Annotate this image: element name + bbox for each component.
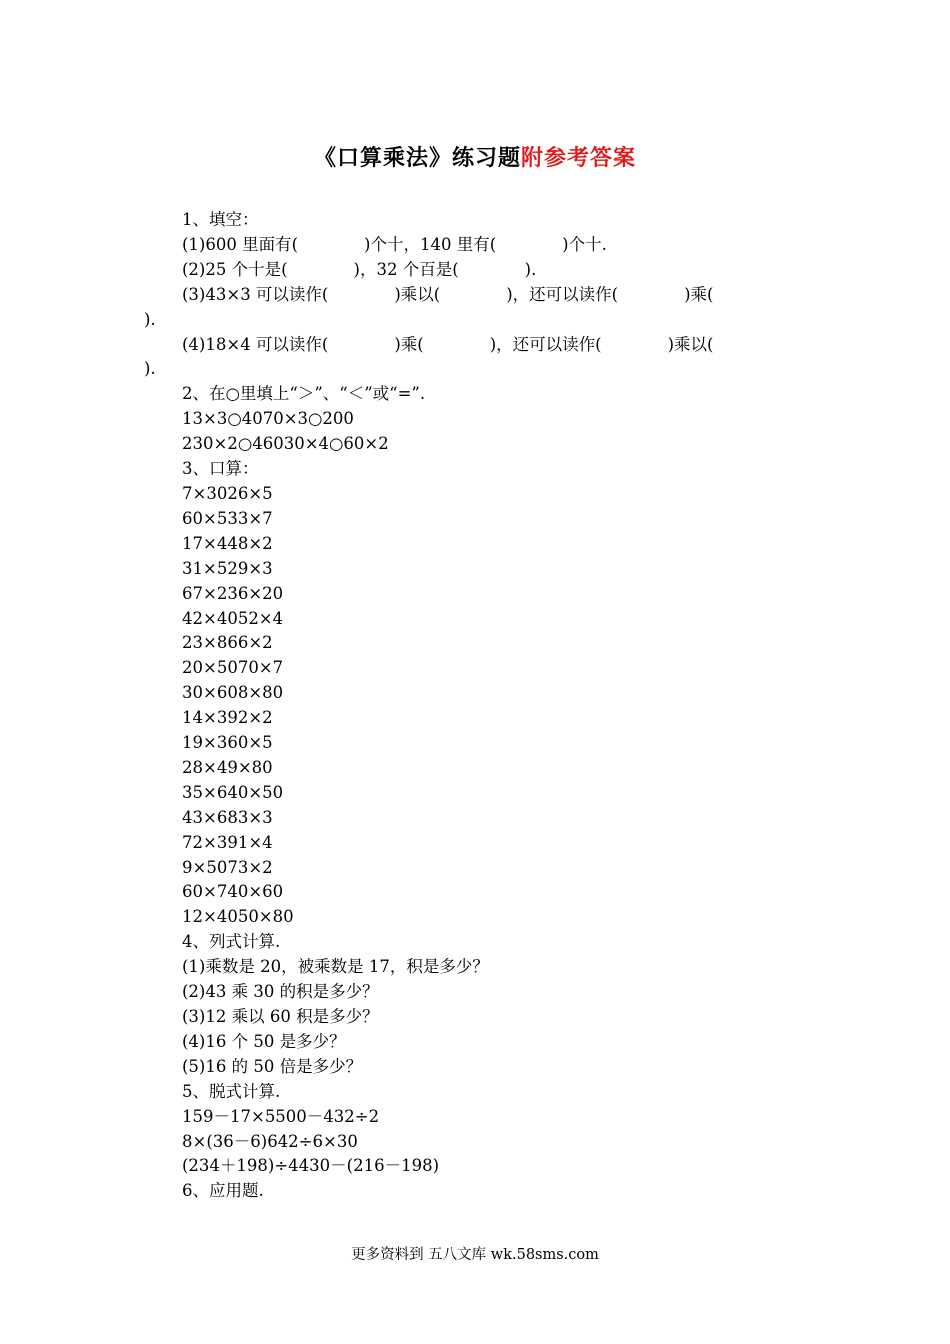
text-line: 67×236×20: [182, 583, 284, 603]
page-footer: 更多资料到 五八文库 wk.58sms.com: [351, 1247, 599, 1263]
text-line: 4、列式计算.: [182, 932, 281, 952]
text-line: ).: [144, 359, 156, 379]
text-line: (3)43×3 可以读作( )乘以( )，还可以读作( )乘(: [182, 284, 714, 304]
text-line: 28×49×80: [182, 757, 273, 777]
text-line: 3、口算：: [182, 459, 259, 479]
document-body: [0, 208, 950, 1204]
text-line: 30×608×80: [182, 683, 284, 703]
text-line: 6、应用题.: [182, 1181, 264, 1201]
text-line: (1)乘数是 20，被乘数是 17，积是多少？: [182, 957, 489, 977]
title-main: 《口算乘法》练习题: [313, 145, 521, 171]
text-line: 5、脱式计算.: [182, 1081, 281, 1101]
document-title: [0, 140, 950, 176]
text-line: 19×360×5: [182, 733, 273, 753]
text-line: 14×392×2: [182, 708, 273, 728]
text-line: 23×866×2: [182, 633, 273, 653]
text-line: (4)18×4 可以读作( )乘( )，还可以读作( )乘以(: [182, 334, 714, 354]
text-line: 9×5073×2: [182, 857, 273, 877]
text-line: (2)25 个十是( )，32 个百是( ).: [182, 259, 537, 279]
text-line: 35×640×50: [182, 782, 284, 802]
text-line: 12×4050×80: [182, 907, 294, 927]
text-line: 60×533×7: [182, 508, 273, 528]
text-line: (3)12 乘以 60 积是多少？: [182, 1007, 379, 1026]
text-line: ).: [144, 309, 156, 329]
text-line: 72×391×4: [182, 832, 273, 852]
text-line: (234＋198)÷4430－(216－198): [182, 1156, 440, 1176]
text-line: 1、填空：: [182, 210, 259, 229]
text-line: 60×740×60: [182, 882, 284, 902]
text-line: 17×448×2: [182, 533, 273, 553]
text-line: 31×529×3: [182, 558, 273, 578]
text-line: 8×(36－6)642÷6×30: [182, 1131, 358, 1151]
text-line: 13×3○4070×3○200: [182, 409, 354, 429]
text-line: 20×5070×7: [182, 658, 284, 678]
text-line: 159－17×5500－432÷2: [182, 1106, 380, 1126]
text-line: 7×3026×5: [182, 483, 273, 503]
text-line: 230×2○46030×4○60×2: [182, 434, 389, 454]
text-line: 43×683×3: [182, 807, 273, 827]
text-line: (1)600 里面有( )个十，140 里有( )个十.: [182, 234, 607, 254]
text-line: (4)16 个 50 是多少？: [182, 1031, 346, 1051]
title-suffix: 附参考答案: [521, 145, 637, 171]
text-line: 42×4052×4: [182, 608, 284, 628]
text-line: (2)43 乘 30 的积是多少？: [182, 982, 379, 1002]
text-line: 2、在○里填上“＞”、“＜”或“=”.: [182, 384, 426, 404]
text-line: (5)16 的 50 倍是多少？: [182, 1056, 363, 1076]
